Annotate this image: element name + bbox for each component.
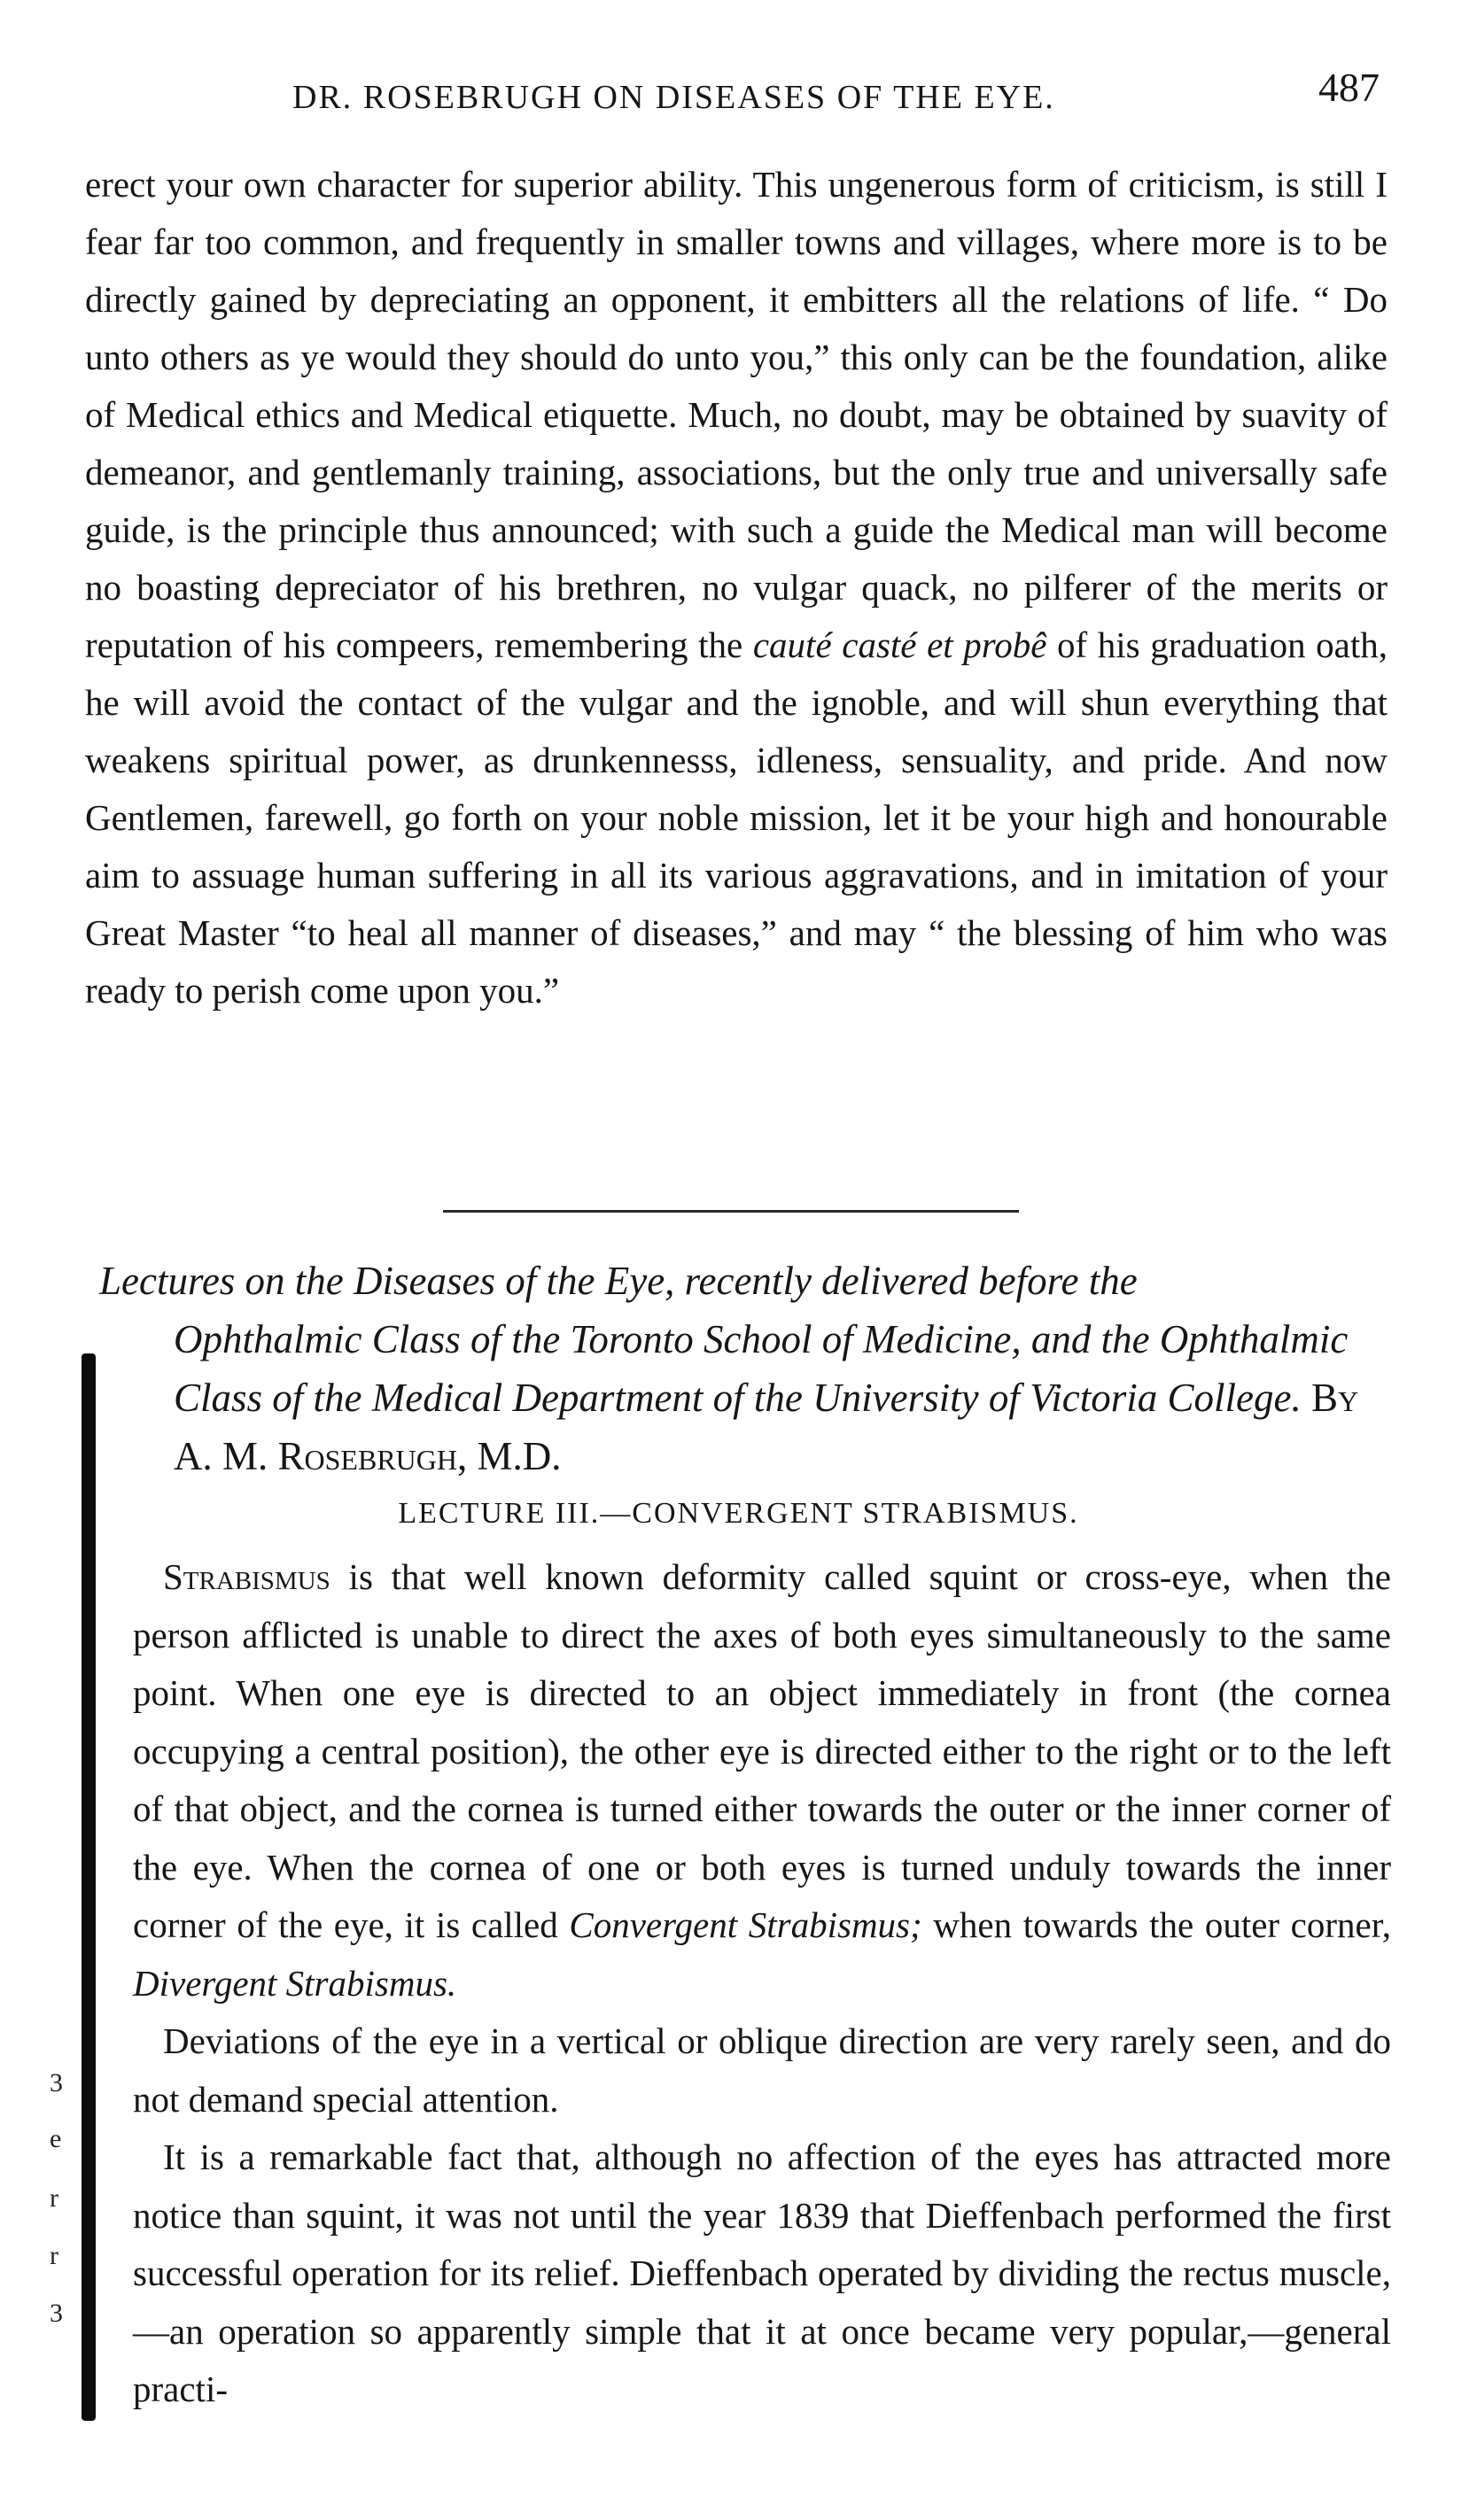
body-paragraph-2: Deviations of the eye in a vertical or oblique direction are very rarely seen, and do not demand special attention. bbox=[133, 2020, 1391, 2120]
body-paragraph-3: It is a remarkable fact that, although no affection of the eyes has attracted more notice than squint, it was not until the year 1839 that Dieffenbach performed the first successful operation for its relief. Dieffenbach operated by dividing the rectus muscle,—an operation so apparently simple that it at once became very popular,—general practi- bbox=[133, 2136, 1391, 2409]
lecture-subheading: LECTURE III.—CONVERGENT STRABISMUS. bbox=[398, 1497, 1079, 1530]
term-divergent: Divergent Strabismus. bbox=[133, 1962, 457, 2004]
lecture-title bbox=[99, 1252, 1393, 1485]
drop-word: Strabismus bbox=[163, 1556, 330, 1597]
lecture-body bbox=[133, 1548, 1391, 2419]
binding-shadow bbox=[82, 1353, 96, 2421]
body-paragraph-1: Strabismus is that well known deformity called squint or cross-eye, when the person afflicted is unable to direct the axes of both eyes simultaneously to the same point. When one eye is directed to an object immediately in front (the cornea occupying a central position), the other eye is directed either to the right or to the left of that object, and the cornea is turned either towards the outer or the inner corner of the eye. When the cornea of one or both eyes is turned unduly towards the inner corner of the eye, it is called Convergent Strabismus; when towards the outer corner, Divergent Strabismus. bbox=[133, 1556, 1391, 2004]
continued-paragraph bbox=[85, 156, 1388, 1020]
margin-mark: r bbox=[50, 2183, 58, 2213]
lecture-title-continued: Ophthalmic Class of the Toronto School of Medicine, and the Ophthalmic Class of the Medical Department of the University of Victoria College. By A. M. Rosebrugh, M.D. bbox=[174, 1317, 1359, 1478]
closing-paragraph: erect your own character for superior ability. This ungenerous form of criticism, is still I fear far too common, and frequently in smaller towns and villages, where more is to be directly gained by depreciating an opponent, it embitters all the relations of life. “ Do unto others as ye would they should do unto you,” this only can be the foundation, alike of Medical ethics and Medical etiquette. Much, no doubt, may be obtained by suavity of demeanor, and gentlemanly training, associations, but the only true and universally safe guide, is the principle thus announced; with such a guide the Medical man will become no boasting depreciator of his brethren, no vulgar quack, no pilferer of the merits or reputation of his compeers, remembering the cauté casté et probê of his graduation oath, he will avoid the contact of the vulgar and the ignoble, and will shun everything that weakens spiritual power, as drunkennesss, idleness, sensuality, and pride. And now Gentlemen, farewell, go forth on your noble mission, let it be your high and honourable aim to assuage human suffering in all its various aggravations, and in imitation of your Great Master “to heal all manner of diseases,” and may “ the blessing of him who was ready to perish come upon you.” bbox=[85, 164, 1388, 1011]
margin-mark: e bbox=[50, 2124, 62, 2153]
margin-mark: 3 bbox=[50, 2068, 63, 2097]
latin-phrase: cauté casté et probê bbox=[752, 624, 1047, 665]
section-divider bbox=[443, 1210, 1019, 1213]
running-head: DR. ROSEBRUGH ON DISEASES OF THE EYE. bbox=[292, 79, 1055, 116]
lecture-byline: By A. M. Rosebrugh, M.D. bbox=[174, 1376, 1359, 1478]
margin-mark: r bbox=[50, 2241, 58, 2270]
page-number: 487 bbox=[1318, 65, 1380, 110]
lecture-title-line1: Lectures on the Diseases of the Eye, recently delivered before the bbox=[99, 1259, 1138, 1303]
term-convergent: Convergent Strabismus; bbox=[569, 1904, 922, 1945]
margin-mark: 3 bbox=[50, 2299, 63, 2328]
